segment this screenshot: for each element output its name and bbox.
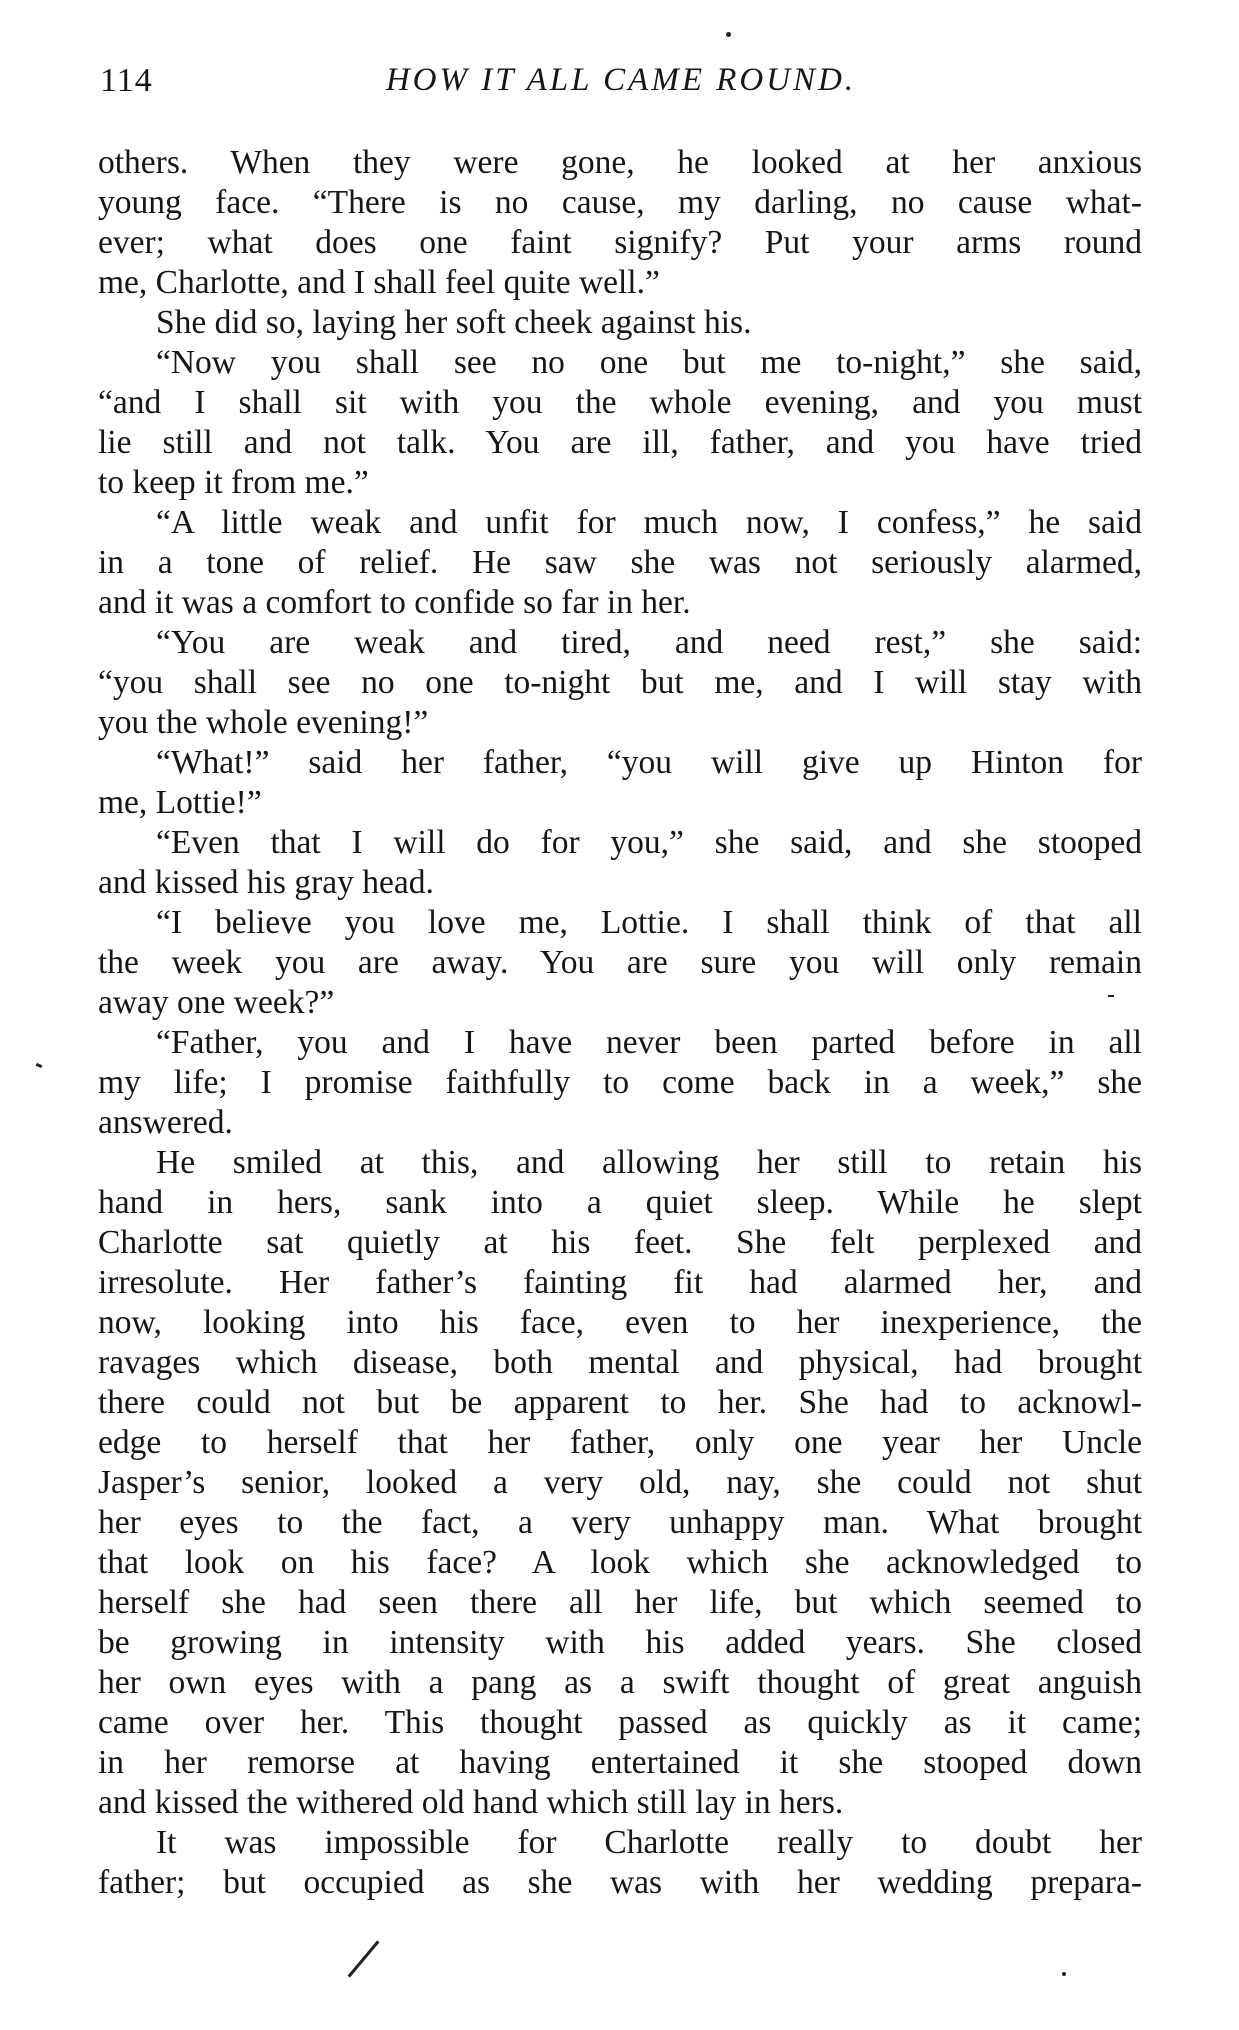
text-line: and kissed the withered old hand which still lay in hers.	[98, 1784, 844, 1821]
text-line: lie still and not talk. You are ill, father, and you have tried	[98, 424, 1142, 461]
text-line: Charlotte sat quietly at his feet. She felt perplexed and	[98, 1224, 1142, 1261]
text-line: others. When they were gone, he looked at her anxious	[98, 144, 1142, 181]
text-line: and kissed his gray head.	[98, 864, 434, 901]
text-line: her eyes to the fact, a very unhappy man. What brought	[98, 1504, 1142, 1541]
text-line: her own eyes with a pang as a swift thought of great anguish	[98, 1664, 1142, 1701]
text-line: young face. “There is no cause, my darling, no cause what-	[98, 184, 1142, 221]
text-line: He smiled at this, and allowing her still to retain his	[156, 1144, 1142, 1181]
scan-speck	[1108, 995, 1114, 997]
text-line: “A little weak and unfit for much now, I confess,” he said	[156, 504, 1142, 541]
text-line: Jasper’s senior, looked a very old, nay, she could not shut	[98, 1464, 1142, 1501]
text-line: came over her. This thought passed as quickly as it came;	[98, 1704, 1142, 1741]
text-line: away one week?”	[98, 984, 335, 1021]
page-number: 114	[100, 62, 153, 99]
text-line: in her remorse at having entertained it she stooped down	[98, 1744, 1142, 1781]
text-line: “Now you shall see no one but me to-night,” she said,	[156, 344, 1142, 381]
text-line: “I believe you love me, Lottie. I shall think of that all	[156, 904, 1142, 941]
text-line: It was impossible for Charlotte really to doubt her	[156, 1824, 1142, 1861]
text-line: there could not but be apparent to her. She had to acknowl-	[98, 1384, 1142, 1421]
running-title: HOW IT ALL CAME ROUND.	[385, 62, 857, 98]
text-line: me, Charlotte, and I shall feel quite well.”	[98, 264, 660, 301]
text-line: “What!” said her father, “you will give up Hinton for	[156, 744, 1142, 781]
text-line: in a tone of relief. He saw she was not seriously alarmed,	[98, 544, 1142, 581]
text-line: be growing in intensity with his added years. She closed	[98, 1624, 1142, 1661]
text-line: edge to herself that her father, only one year her Uncle	[98, 1424, 1142, 1461]
text-line: “and I shall sit with you the whole evening, and you must	[98, 384, 1142, 421]
text-line: to keep it from me.”	[98, 464, 369, 501]
text-line: ever; what does one faint signify? Put your arms round	[98, 224, 1142, 261]
text-line: hand in hers, sank into a quiet sleep. While he slept	[98, 1184, 1142, 1221]
text-line: me, Lottie!”	[98, 784, 262, 821]
scan-speck	[726, 32, 731, 37]
text-line: herself she had seen there all her life, but which seemed to	[98, 1584, 1142, 1621]
text-line: ravages which disease, both mental and physical, had brought	[98, 1344, 1142, 1381]
text-line: “Father, you and I have never been parted before in all	[156, 1024, 1142, 1061]
page-header	[100, 62, 1142, 112]
text-line: and it was a comfort to confide so far in her.	[98, 584, 691, 621]
scan-speck	[36, 1063, 43, 1068]
text-line: now, looking into his face, even to her inexperience, the	[98, 1304, 1142, 1341]
text-line: “You are weak and tired, and need rest,” she said:	[156, 624, 1142, 661]
text-line: She did so, laying her soft cheek against his.	[156, 304, 752, 341]
text-line: “you shall see no one to-night but me, and I will stay with	[98, 664, 1142, 701]
text-line: my life; I promise faithfully to come back in a week,” she	[98, 1064, 1142, 1101]
text-line: irresolute. Her father’s fainting fit had alarmed her, and	[98, 1264, 1142, 1301]
text-line: father; but occupied as she was with her wedding prepara-	[98, 1864, 1142, 1901]
text-line: you the whole evening!”	[98, 704, 429, 741]
pencil-mark	[348, 1940, 380, 1977]
scan-speck	[1062, 1972, 1066, 1976]
body-text	[98, 143, 1142, 1903]
text-line: “Even that I will do for you,” she said, and she stooped	[156, 824, 1142, 861]
text-line: the week you are away. You are sure you will only remain	[98, 944, 1142, 981]
text-line: answered.	[98, 1104, 233, 1141]
text-line: that look on his face? A look which she acknowledged to	[98, 1544, 1142, 1581]
